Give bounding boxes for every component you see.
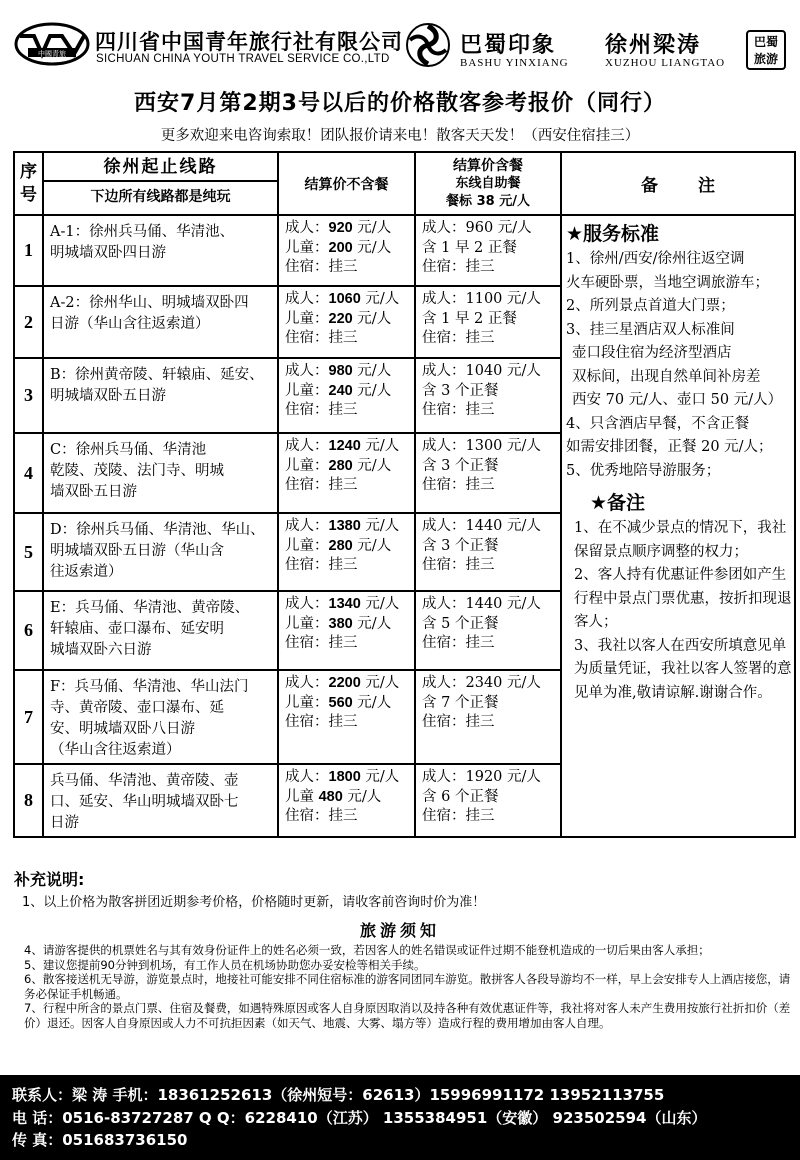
route-line: 兵马俑、华清池、黄帝陵、壶 xyxy=(50,773,239,789)
route-line: 口、延安、华山明城墙双卧七 xyxy=(50,794,239,810)
route-line: A-1：徐州兵马俑、华清池、 xyxy=(50,224,235,240)
header-price-meal-l2: 东线自助餐 xyxy=(455,175,521,191)
route-line: 明城墙双卧五日游 xyxy=(50,388,166,404)
price-meal-line: 含 3 个正餐 xyxy=(422,457,499,474)
price-meal-line: 成人：1300 元/人 xyxy=(422,438,541,454)
price-text: 儿童 xyxy=(285,788,319,805)
price-text: 元/人 xyxy=(360,596,400,612)
price-meal-line: 住宿：挂三 xyxy=(422,330,495,346)
price-value: 920 xyxy=(328,220,353,236)
contact-footer xyxy=(0,1075,800,1160)
price-line xyxy=(285,788,410,808)
route-line: D：徐州兵马俑、华清池、华山、 xyxy=(50,522,265,538)
row-price-meal xyxy=(415,358,561,433)
price-text: 元/人 xyxy=(352,694,392,711)
price-line xyxy=(285,674,410,694)
price-text: 元/人 xyxy=(352,310,392,327)
logo-text: 中國青旅 xyxy=(38,50,66,58)
row-route xyxy=(43,764,278,837)
price-meal-line: 住宿：挂三 xyxy=(422,714,495,730)
price-text: 住宿：挂三 xyxy=(285,557,358,573)
price-text: 儿童： xyxy=(285,615,329,632)
price-text: 儿童： xyxy=(285,694,329,711)
price-text: 元/人 xyxy=(360,675,400,691)
price-text: 元/人 xyxy=(352,363,392,379)
price-meal-line: 住宿：挂三 xyxy=(422,808,495,824)
price-value: 560 xyxy=(328,694,353,711)
travel-notice-item: 5、建议您提前90分钟到机场，有工作人员在机场协助您办妥安检等相关手续。 xyxy=(24,957,426,972)
price-text: 儿童： xyxy=(285,239,329,256)
price-text: 成人： xyxy=(285,291,329,307)
price-meal-line: 含 1 早 2 正餐 xyxy=(422,239,517,256)
price-value: 980 xyxy=(328,363,353,379)
price-text: 成人： xyxy=(285,675,329,691)
row-price-no-meal xyxy=(278,215,415,286)
price-text: 元/人 xyxy=(352,382,392,399)
price-text: 住宿：挂三 xyxy=(285,477,358,493)
price-text: 元/人 xyxy=(352,457,392,474)
header-route xyxy=(43,152,278,215)
company-name-cn: 四川省中国青年旅行社有限公司 xyxy=(95,30,403,54)
price-meal-line: 住宿：挂三 xyxy=(422,259,495,275)
footer-contact-line: 联系人：梁 涛 手机：18361252613（徐州短号：62613）15996991172 13952113755 xyxy=(12,1086,665,1104)
price-text: 住宿：挂三 xyxy=(285,259,358,275)
route-line: 城墙双卧六日游 xyxy=(50,642,152,658)
price-line xyxy=(285,362,410,382)
price-value: 280 xyxy=(328,457,353,474)
price-value: 1380 xyxy=(328,518,361,534)
price-value: 200 xyxy=(328,239,353,256)
row-price-meal xyxy=(415,591,561,670)
row-seq: 1 xyxy=(14,215,43,286)
row-route xyxy=(43,670,278,764)
price-text: 成人： xyxy=(285,518,329,534)
row-price-meal xyxy=(415,764,561,837)
price-text: 住宿：挂三 xyxy=(285,330,358,346)
route-line: 轩辕庙、壶口瀑布、延安明 xyxy=(50,621,224,637)
route-line: F：兵马俑、华清池、华山法门 xyxy=(50,679,249,695)
supplement-title: 补充说明: xyxy=(14,870,85,889)
price-line xyxy=(285,768,410,788)
travel-notice-item: 6、散客接送机无导游，游览景点时，地接社可能安排不同住宿标准的游客同团同车游览。散拼客人各段导游均不一样，早上会安排专人上酒店接您，请务必保证手机畅通。 xyxy=(24,972,791,1001)
company-name-en: SICHUAN CHINA YOUTH TRAVEL SERVICE CO.,LTD xyxy=(96,53,390,65)
header-price-meal-l3: 餐标 38 元/人 xyxy=(446,193,530,209)
price-meal-line: 成人：960 元/人 xyxy=(422,220,532,236)
price-text: 成人： xyxy=(285,596,329,612)
price-meal-line: 住宿：挂三 xyxy=(422,557,495,573)
service-item: 4、只含酒店早餐，不含正餐 xyxy=(566,415,750,432)
bashu-stamp xyxy=(746,30,786,70)
row-seq: 5 xyxy=(14,513,43,591)
row-seq: 7 xyxy=(14,670,43,764)
travel-notice-title: 旅游须知 xyxy=(359,921,440,940)
service-item: 1、徐州/西安/徐州往返空调 xyxy=(566,251,745,267)
price-line xyxy=(285,556,410,576)
price-value: 1340 xyxy=(328,596,361,612)
price-line xyxy=(285,694,410,714)
footer-phone-line: 电 话：0516-83727287 Q Q：6228410（江苏） 1355384951（安徽） 923502594（山东） xyxy=(12,1108,707,1127)
travel-notice-list xyxy=(24,943,794,1031)
price-meal-line: 住宿：挂三 xyxy=(422,477,495,493)
price-value: 480 xyxy=(318,788,343,805)
row-route xyxy=(43,358,278,433)
price-line xyxy=(285,239,410,259)
price-value: 380 xyxy=(328,615,353,632)
travel-notice-item: 4、请游客提供的机票姓名与其有效身份证件上的姓名必须一致，若因客人的姓名错误或证件过期不能登机造成的一切后果由客人承担； xyxy=(24,943,710,957)
price-text: 成人： xyxy=(285,438,329,454)
price-meal-line: 含 7 个正餐 xyxy=(422,694,499,711)
route-line: 日游 xyxy=(50,815,79,831)
cyts-logo-icon xyxy=(14,22,90,66)
remark-item: 2、客人持有优惠证件参团如产生行程中景点门票优惠，按折扣现退客人； xyxy=(574,567,792,630)
service-item: 壶口段住宿为经济型酒店 xyxy=(572,345,732,361)
row-price-meal xyxy=(415,670,561,764)
brand-xuzhou-cn: 徐州梁涛 xyxy=(605,33,702,58)
route-line: C：徐州兵马俑、华清池 xyxy=(50,442,207,458)
travel-notice-item: 7、行程中所含的景点门票、住宿及餐费，如遇特殊原因或客人自身原因取消以及持各种有效优惠证件等，我社将对客人未产生费用按旅行社折扣价（差价）退还。因客人自身原因或人力不可抗拒因素（如天气、地震、大雾、塌方等）造成行程的费用增加由客人自理。 xyxy=(24,1001,791,1030)
swirl-logo-icon xyxy=(405,22,451,68)
service-item: 西安 70 元/人、壶口 50 元/人） xyxy=(572,392,783,408)
price-line xyxy=(285,290,410,310)
remark-title: ★备注 xyxy=(590,492,646,514)
service-item: 火车硬卧票，当地空调旅游车； xyxy=(566,274,769,291)
header-price-meal-l1: 结算价含餐 xyxy=(453,157,523,174)
price-text: 元/人 xyxy=(352,220,392,236)
row-price-meal xyxy=(415,286,561,358)
brand-bashu-cn: 巴蜀印象 xyxy=(460,33,557,58)
row-price-meal xyxy=(415,433,561,513)
route-line: 墙双卧五日游 xyxy=(50,484,137,500)
notes-panel xyxy=(561,215,795,837)
price-meal-line: 住宿：挂三 xyxy=(422,402,495,418)
price-line xyxy=(285,382,410,402)
stamp-line-1: 巴蜀 xyxy=(753,35,778,49)
price-text: 住宿：挂三 xyxy=(285,635,358,651)
price-meal-line: 成人：1920 元/人 xyxy=(422,769,541,785)
price-text: 住宿：挂三 xyxy=(285,808,358,824)
row-route xyxy=(43,215,278,286)
price-text: 元/人 xyxy=(360,518,400,534)
route-line: B：徐州黄帝陵、轩辕庙、延安、 xyxy=(50,367,264,383)
price-value: 1240 xyxy=(328,438,361,454)
price-line xyxy=(285,634,410,654)
route-line: 明城墙双卧四日游 xyxy=(50,245,166,261)
price-meal-line: 含 3 个正餐 xyxy=(422,382,499,399)
price-line xyxy=(285,537,410,557)
price-text: 元/人 xyxy=(342,788,382,805)
route-line: 往返索道） xyxy=(50,564,123,580)
price-meal-line: 成人：1440 元/人 xyxy=(422,518,541,534)
supplement-item-1: 1、以上价格为散客拼团近期参考价格，价格随时更新，请收客前咨询时价为准！ xyxy=(22,895,486,910)
price-line xyxy=(285,258,410,278)
price-text: 元/人 xyxy=(360,291,400,307)
row-price-no-meal xyxy=(278,764,415,837)
row-price-meal xyxy=(415,215,561,286)
header-price-no-meal: 结算价不含餐 xyxy=(278,152,415,215)
price-value: 280 xyxy=(328,537,353,554)
service-item: 双标间，出现自然单间补房差 xyxy=(572,368,761,385)
price-line xyxy=(285,595,410,615)
header-seq xyxy=(14,152,43,215)
price-line xyxy=(285,329,410,349)
price-line xyxy=(285,476,410,496)
stamp-line-2: 旅游 xyxy=(753,52,778,66)
row-route xyxy=(43,433,278,513)
price-text: 元/人 xyxy=(352,615,392,632)
header-notes: 备注 xyxy=(561,152,795,215)
route-line: E：兵马俑、华清池、黄帝陵、 xyxy=(50,600,250,616)
price-text: 儿童： xyxy=(285,382,329,399)
row-seq: 4 xyxy=(14,433,43,513)
page-header xyxy=(0,0,800,80)
price-meal-line: 成人：1040 元/人 xyxy=(422,363,541,379)
price-text: 儿童： xyxy=(285,457,329,474)
row-price-meal xyxy=(415,513,561,591)
price-line xyxy=(285,807,410,827)
price-text: 成人： xyxy=(285,769,329,785)
price-text: 儿童： xyxy=(285,537,329,554)
row-seq: 2 xyxy=(14,286,43,358)
route-line: 日游（华山含往返索道） xyxy=(50,316,210,332)
brand-bashu-pinyin: BASHU YINXIANG xyxy=(460,57,569,69)
row-route xyxy=(43,513,278,591)
price-text: 元/人 xyxy=(360,438,400,454)
route-line: A-2：徐州华山、明城墙双卧四 xyxy=(50,295,249,311)
remark-item: 3、我社以客人在西安所填意见单为质量凭证，我社以客人签署的意见单为准,敬请谅解.谢谢合作。 xyxy=(574,637,792,701)
service-item: 如需安排团餐，正餐 20 元/人； xyxy=(566,439,773,455)
price-meal-line: 含 3 个正餐 xyxy=(422,537,499,554)
row-price-no-meal xyxy=(278,286,415,358)
table-header-row xyxy=(14,152,795,215)
price-text: 成人： xyxy=(285,363,329,379)
row-price-no-meal xyxy=(278,670,415,764)
service-item: 2、所列景点首道大门票； xyxy=(566,298,735,314)
row-route xyxy=(43,286,278,358)
service-item: 3、挂三星酒店双人标准间 xyxy=(566,321,735,338)
service-standard-title: ★服务标准 xyxy=(566,223,660,245)
remark-item: 1、在不减少景点的情况下，我社保留景点顺序调整的权力； xyxy=(574,520,787,560)
price-value: 220 xyxy=(328,310,353,327)
route-line: （华山含往返索道） xyxy=(50,742,181,758)
header-route-title: 徐州起止线路 xyxy=(44,153,277,182)
route-line: 寺、黄帝陵、壶口瀑布、延 xyxy=(50,700,224,716)
brand-xuzhou-pinyin: XUZHOU LIANGTAO xyxy=(605,57,726,69)
price-line xyxy=(285,401,410,421)
price-text: 元/人 xyxy=(352,239,392,256)
header-seq-text: 序号 xyxy=(20,161,37,205)
price-line xyxy=(285,713,410,733)
price-line xyxy=(285,219,410,239)
price-line xyxy=(285,517,410,537)
route-line: 安、明城墙双卧八日游 xyxy=(50,721,195,737)
price-line xyxy=(285,310,410,330)
price-meal-line: 成人：1100 元/人 xyxy=(422,291,541,307)
price-text: 儿童： xyxy=(285,310,329,327)
price-line xyxy=(285,457,410,477)
page-title: 西安7月第2期3号以后的价格散客参考报价（同行） xyxy=(134,91,666,116)
footer-fax-line: 传 真：051683736150 xyxy=(12,1131,188,1149)
price-value: 2200 xyxy=(328,675,361,691)
price-meal-line: 含 6 个正餐 xyxy=(422,788,499,805)
table-row xyxy=(14,215,795,286)
route-line: 乾陵、茂陵、法门寺、明城 xyxy=(50,463,224,479)
price-line xyxy=(285,437,410,457)
row-price-no-meal xyxy=(278,433,415,513)
price-text: 元/人 xyxy=(360,769,400,785)
service-item: 5、优秀地陪导游服务； xyxy=(566,462,721,479)
price-meal-line: 含 5 个正餐 xyxy=(422,615,499,632)
row-price-no-meal xyxy=(278,591,415,670)
row-seq: 8 xyxy=(14,764,43,837)
row-price-no-meal xyxy=(278,513,415,591)
page-subtitle: 更多欢迎来电咨询索取！团队报价请来电！散客天天发！（西安住宿挂三） xyxy=(160,128,640,144)
price-text: 住宿：挂三 xyxy=(285,714,358,730)
price-meal-line: 含 1 早 2 正餐 xyxy=(422,310,517,327)
row-seq: 6 xyxy=(14,591,43,670)
row-seq: 3 xyxy=(14,358,43,433)
price-line xyxy=(285,615,410,635)
price-value: 1060 xyxy=(328,291,361,307)
row-price-no-meal xyxy=(278,358,415,433)
header-price-meal xyxy=(415,152,561,215)
price-value: 240 xyxy=(328,382,353,399)
price-meal-line: 住宿：挂三 xyxy=(422,635,495,651)
price-value: 1800 xyxy=(328,769,361,785)
price-text: 元/人 xyxy=(352,537,392,554)
row-route xyxy=(43,591,278,670)
price-meal-line: 成人：1440 元/人 xyxy=(422,596,541,612)
price-text: 住宿：挂三 xyxy=(285,402,358,418)
price-text: 成人： xyxy=(285,220,329,236)
route-line: 明城墙双卧五日游（华山含 xyxy=(50,543,224,559)
price-meal-line: 成人：2340 元/人 xyxy=(422,675,541,691)
header-route-subtitle: 下边所有线路都是纯玩 xyxy=(90,189,231,205)
price-table xyxy=(13,151,796,838)
